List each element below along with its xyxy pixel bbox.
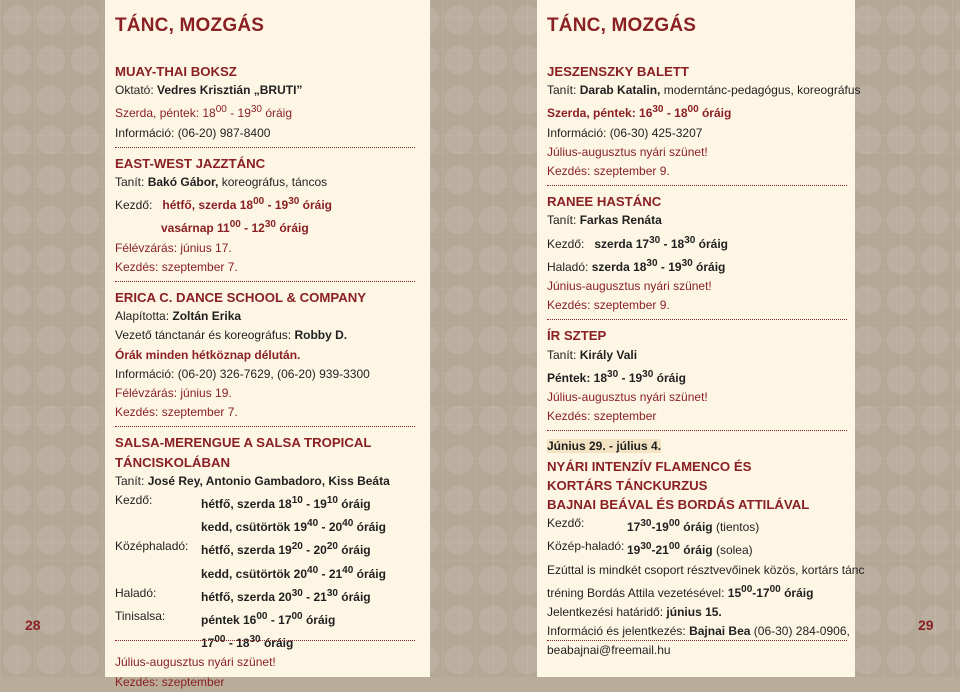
info-line: Információ: (06-20) 987-8400 <box>115 125 271 140</box>
page-title: TÁNC, MOZGÁS <box>547 15 697 36</box>
start-date: Kezdés: szeptember <box>115 674 225 689</box>
schedule-line: vasárnap $11^{00} - 12^{30}$ óráig <box>161 219 309 236</box>
teacher-line: Tanít: Király Vali <box>547 347 638 362</box>
schedule-line: Órák minden hétköznap délután. <box>115 347 301 362</box>
section-heading: EAST-WEST JAZZTÁNC <box>115 155 266 171</box>
deadline-line: Jelentkezési határidő: június 15. <box>547 605 722 620</box>
info-line: Információ: (06-30) 425-3207 <box>547 125 703 140</box>
section-heading: JESZENSZKY BALETT <box>547 64 689 79</box>
right-content <box>547 62 865 661</box>
summer-break: Július-augusztus nyári szünet! <box>547 390 708 405</box>
summer-break: Június-augusztus nyári szünet! <box>547 279 712 294</box>
page-number: 28 <box>25 617 41 633</box>
schedule-line: Kezdő: hétfő, szerda $18^{00} - 19^{30}$ óráig <box>115 196 333 213</box>
summer-break: Július-augusztus nyári szünet! <box>547 144 708 159</box>
info-line: Információ és jelentkezés: Bajnai Bea (06-30) 284-0906, <box>547 624 850 639</box>
founder-line: Alapította: Zoltán Erika <box>115 309 242 324</box>
section-subheading: BAJNAI BEÁVAL ÉS BORDÁS ATTILÁVAL <box>547 497 810 513</box>
left-page <box>105 0 430 689</box>
divider <box>547 185 847 186</box>
teacher-line: Tanít: Bakó Gábor, koreográfus, táncos <box>115 175 328 190</box>
section-heading-cont: KORTÁRS TÁNCKURZUS <box>547 477 708 493</box>
schedule-row: $17^{00} - 18^{30}$ óráig <box>201 634 294 651</box>
schedule-row: kedd, csütörtök $20^{40} - 21^{40}$ óráig <box>201 564 386 581</box>
schedule-line: Péntek: $18^{30} - 19^{30}$ óráig <box>547 368 686 385</box>
section-heading: SALSA-MERENGUE A SALSA TROPICAL <box>115 435 372 451</box>
teacher-line: Tanít: Darab Katalin, moderntánc-pedagógus, koreográfus <box>547 83 861 98</box>
schedule-row: Kezdő: $17^{30}-19^{00}$ óráig (tientos) <box>547 516 760 535</box>
divider <box>547 430 847 431</box>
course-dates: Június 29. - július 4. <box>547 439 662 454</box>
section-heading: ÍR SZTEP <box>547 328 607 344</box>
schedule-row: Közép-haladó: $19^{30}-21^{00}$ óráig (solea) <box>547 539 753 558</box>
left-content <box>115 62 417 692</box>
teacher-line: Tanít: Farkas Renáta <box>547 213 662 228</box>
section-heading-cont: TÁNCISKOLÁBAN <box>115 454 231 470</box>
teacher-line: Oktató: Vedres Krisztián „BRUTI” <box>115 83 303 98</box>
page-number: 29 <box>918 617 934 633</box>
schedule-row: Kezdő: hétfő, szerda $18^{10} - 19^{10}$ óráig <box>115 493 371 512</box>
start-date: Kezdés: szeptember <box>547 409 657 424</box>
divider <box>115 147 415 148</box>
schedule-line: Szerda, péntek: $16^{30} - 18^{00}$ óráig <box>547 104 732 121</box>
section-heading: MUAY-THAI BOKSZ <box>115 64 237 79</box>
section-heading: RANEE HASTÁNC <box>547 194 662 210</box>
email-link[interactable]: beabajnai@freemail.hu <box>547 643 671 658</box>
section-heading: ERICA C. DANCE SCHOOL & COMPANY <box>115 290 367 306</box>
start-date: Kezdés: szeptember 9. <box>547 298 670 313</box>
schedule-row: Haladó: hétfő, szerda $20^{30} - 21^{30}$ óráig <box>115 585 371 604</box>
description-line: tréning Bordás Attila vezetésével: $15^{00}-17^{00}$ óráig <box>547 583 814 600</box>
schedule-row: Középhaladó: hétfő, szerda $19^{20} - 20^{20}$ óráig <box>115 539 371 558</box>
schedule-line: Kezdő: szerda $17^{30} - 18^{30}$ óráig <box>547 234 729 251</box>
start-date: Kezdés: szeptember 7. <box>115 259 238 274</box>
divider <box>115 281 415 282</box>
divider <box>547 640 847 641</box>
semester-end: Félévzárás: június 17. <box>115 240 232 255</box>
right-page <box>537 0 865 677</box>
divider <box>115 426 415 427</box>
section-heading: NYÁRI INTENZÍV FLAMENCO ÉS <box>547 458 752 474</box>
divider <box>115 640 415 641</box>
schedule-line: Haladó: szerda $18^{30} - 19^{30}$ óráig <box>547 257 726 274</box>
teacher-line: Tanít: José Rey, Antonio Gambadoro, Kiss Beáta <box>115 473 390 488</box>
page-title: TÁNC, MOZGÁS <box>115 15 265 36</box>
schedule-row: kedd, csütörtök $19^{40} - 20^{40}$ óráig <box>201 518 386 535</box>
semester-end: Félévzárás: június 19. <box>115 386 232 401</box>
teacher-line: Vezető tánctanár és koreográfus: Robby D. <box>115 328 348 343</box>
divider <box>547 319 847 320</box>
description-line: Ezúttal is mindkét csoport résztvevőinek közös, kortárs tánc <box>547 562 865 577</box>
start-date: Kezdés: szeptember 7. <box>115 405 238 420</box>
start-date: Kezdés: szeptember 9. <box>547 164 670 179</box>
info-line: Információ: (06-20) 326-7629, (06-20) 939-3300 <box>115 366 370 381</box>
schedule-row: Tinisalsa: péntek $16^{00} - 17^{00}$ óráig <box>115 609 336 628</box>
summer-break: Július-augusztus nyári szünet! <box>115 655 276 670</box>
schedule-line: Szerda, péntek: $18^{00} - 19^{30}$ óráig <box>115 104 293 121</box>
